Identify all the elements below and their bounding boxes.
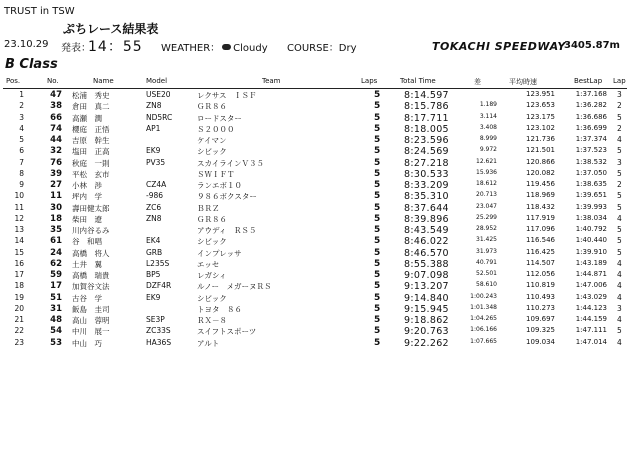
cell-model: ZC6 bbox=[146, 202, 162, 212]
cell-total-time: 9:15.945 bbox=[404, 303, 449, 315]
cell-best-lap-no: 2 bbox=[617, 101, 622, 111]
table-row bbox=[0, 180, 630, 191]
cell-laps: 5 bbox=[374, 315, 381, 325]
cell-best-lap-no: 4 bbox=[617, 281, 622, 291]
cell-avg-speed: 116.546 bbox=[526, 236, 555, 245]
cell-gap: 18.612 bbox=[476, 180, 497, 187]
cell-no: 39 bbox=[50, 168, 62, 179]
cell-team: シビック bbox=[197, 147, 227, 157]
cell-gap: 1:01.348 bbox=[470, 303, 497, 311]
cell-name: 柴田 遼 bbox=[72, 214, 102, 224]
cell-pos: 13 bbox=[14, 225, 24, 234]
cell-avg-speed: 123.951 bbox=[526, 90, 555, 98]
cell-pos: 17 bbox=[14, 270, 24, 279]
cell-laps: 5 bbox=[374, 292, 381, 303]
cell-best-lap: 1:37.168 bbox=[575, 90, 607, 98]
cell-best-lap: 1:37.374 bbox=[575, 135, 607, 143]
table-row bbox=[0, 248, 630, 259]
cell-laps: 5 bbox=[374, 326, 381, 337]
cell-avg-speed: 121.501 bbox=[526, 146, 555, 155]
cell-pos: 3 bbox=[19, 112, 24, 122]
announce-label: 発表： bbox=[61, 43, 91, 54]
cell-team: ロードスター bbox=[197, 113, 242, 123]
cell-best-lap: 1:38.034 bbox=[575, 213, 607, 222]
cell-best-lap: 1:36.699 bbox=[575, 123, 607, 132]
cell-laps: 5 bbox=[374, 337, 381, 348]
cell-no: 53 bbox=[50, 337, 62, 348]
cell-total-time: 8:14.597 bbox=[404, 90, 449, 101]
cell-pos: 19 bbox=[14, 292, 24, 302]
table-header bbox=[0, 77, 630, 87]
cell-best-lap: 1:38.635 bbox=[575, 180, 607, 188]
cell-laps: 5 bbox=[374, 247, 381, 258]
cell-gap: 1:04.265 bbox=[470, 315, 497, 322]
cell-best-lap: 1:38.532 bbox=[575, 157, 607, 166]
cell-team: アルト bbox=[197, 338, 220, 348]
cell-name: 松浦 秀史 bbox=[72, 91, 110, 100]
cell-pos: 23 bbox=[14, 337, 24, 347]
cell-total-time: 8:17.711 bbox=[404, 112, 449, 124]
cell-avg-speed: 118.432 bbox=[526, 202, 555, 211]
table-row bbox=[0, 191, 630, 202]
cell-model: ZN8 bbox=[146, 101, 162, 111]
cell-model: HA36S bbox=[146, 337, 172, 347]
organizer-label: TRUST in TSW bbox=[4, 6, 75, 17]
cell-name: 櫻庭 正悟 bbox=[72, 124, 110, 134]
cell-laps: 5 bbox=[374, 191, 381, 202]
cell-best-lap: 1:44.123 bbox=[575, 303, 607, 312]
cell-laps: 5 bbox=[374, 123, 381, 134]
cell-total-time: 9:13.207 bbox=[404, 281, 449, 293]
cell-name: 土井 翼 bbox=[72, 259, 102, 269]
cell-gap: 1:00.243 bbox=[470, 292, 497, 300]
cell-total-time: 8:39.896 bbox=[404, 213, 449, 225]
cell-avg-speed: 117.919 bbox=[526, 213, 555, 222]
cell-model: EK4 bbox=[146, 236, 161, 246]
cell-total-time: 8:55.388 bbox=[404, 258, 449, 270]
cell-name: 高瀬 潤 bbox=[72, 113, 102, 123]
cell-best-lap-no: 5 bbox=[617, 225, 622, 234]
cell-best-lap-no: 3 bbox=[617, 303, 622, 313]
table-row bbox=[0, 101, 630, 112]
cell-gap: 1.189 bbox=[479, 101, 497, 109]
cell-best-lap: 1:43.029 bbox=[575, 292, 607, 301]
cell-name: 加賀谷文法 bbox=[72, 282, 110, 292]
cell-name: 中山 巧 bbox=[72, 338, 102, 348]
cell-team: レガシィ bbox=[197, 271, 227, 280]
cell-best-lap-no: 4 bbox=[617, 292, 622, 302]
cell-model: EK9 bbox=[146, 292, 161, 302]
cell-avg-speed: 119.456 bbox=[526, 180, 555, 188]
course-info bbox=[287, 39, 357, 54]
cell-no: 38 bbox=[50, 101, 62, 112]
table-row bbox=[0, 90, 630, 101]
cell-total-time: 8:15.786 bbox=[404, 101, 449, 113]
cell-name: 高橋 将人 bbox=[72, 248, 110, 258]
cell-best-lap-no: 3 bbox=[617, 157, 622, 167]
cell-best-lap-no: 4 bbox=[617, 258, 622, 268]
cell-team: ＢＲＺ bbox=[197, 203, 220, 213]
cell-model: GRB bbox=[146, 247, 163, 257]
cell-best-lap-no: 4 bbox=[617, 213, 622, 223]
table-row bbox=[0, 315, 630, 326]
cell-no: 35 bbox=[50, 225, 62, 235]
table-row bbox=[0, 326, 630, 337]
cell-avg-speed: 109.325 bbox=[526, 326, 555, 335]
cell-team: ＳＷＩＦＴ bbox=[197, 169, 235, 179]
cell-team: ケイマン bbox=[197, 136, 227, 145]
cell-best-lap: 1:40.792 bbox=[575, 225, 607, 233]
cell-laps: 5 bbox=[374, 157, 381, 168]
cell-team: ＧＲ８６ bbox=[197, 102, 227, 112]
cell-best-lap: 1:37.523 bbox=[575, 146, 607, 155]
cell-avg-speed: 123.102 bbox=[526, 123, 555, 132]
table-row bbox=[0, 203, 630, 214]
cell-no: 11 bbox=[50, 191, 62, 202]
table-row bbox=[0, 304, 630, 315]
cell-laps: 5 bbox=[374, 135, 381, 145]
weather-info bbox=[161, 39, 268, 54]
cell-no: 59 bbox=[50, 270, 62, 280]
cell-laps: 5 bbox=[374, 270, 381, 280]
cell-team: ＲＸ－８ bbox=[197, 316, 227, 325]
cell-name: 中川 展一 bbox=[72, 327, 110, 337]
cell-best-lap-no: 4 bbox=[617, 270, 622, 279]
cell-best-lap: 1:39.910 bbox=[575, 247, 607, 256]
course-value: Dry bbox=[338, 43, 357, 54]
table-row bbox=[0, 124, 630, 135]
cell-no: 24 bbox=[50, 247, 62, 258]
cell-avg-speed: 109.034 bbox=[526, 337, 555, 346]
course-label: COURSE： bbox=[287, 43, 339, 54]
cell-best-lap-no: 5 bbox=[617, 247, 622, 257]
cell-pos: 8 bbox=[19, 168, 24, 178]
table-row bbox=[0, 338, 630, 349]
cell-best-lap-no: 4 bbox=[617, 315, 622, 324]
cell-team: エッセ bbox=[197, 259, 220, 269]
cell-no: 17 bbox=[50, 281, 62, 292]
cell-model: SE3P bbox=[146, 315, 165, 324]
cell-laps: 5 bbox=[374, 225, 381, 235]
cell-model: L235S bbox=[146, 258, 170, 268]
cell-best-lap-no: 2 bbox=[617, 180, 622, 189]
cell-model: PV35 bbox=[146, 157, 166, 167]
cell-name: 吉原 幹生 bbox=[72, 136, 110, 145]
cell-total-time: 8:27.218 bbox=[404, 157, 449, 169]
cell-gap: 15.936 bbox=[476, 168, 497, 176]
cell-avg-speed: 120.082 bbox=[526, 168, 555, 177]
cell-gap: 3.408 bbox=[479, 123, 497, 131]
col-speed: 平均時速 bbox=[509, 78, 537, 86]
cell-pos: 21 bbox=[14, 315, 24, 324]
cell-name: 飯島 圭司 bbox=[72, 304, 110, 314]
cell-team: シビック bbox=[197, 237, 227, 247]
cell-best-lap-no: 3 bbox=[617, 90, 622, 99]
cell-team: ランエボ１０ bbox=[197, 181, 242, 190]
table-row bbox=[0, 270, 630, 281]
page-title: ぷちレース結果表 bbox=[63, 22, 159, 36]
cell-team: ９８６ボクスター bbox=[197, 192, 257, 202]
cell-laps: 5 bbox=[374, 180, 381, 190]
cell-model: -986 bbox=[146, 191, 164, 201]
col-team: Team bbox=[262, 77, 281, 85]
cell-total-time: 8:33.209 bbox=[404, 180, 449, 191]
cell-name: 倉田 真二 bbox=[72, 102, 110, 112]
cell-best-lap-no: 5 bbox=[617, 202, 622, 212]
weather-label: WEATHER： bbox=[161, 43, 221, 54]
cell-pos: 15 bbox=[14, 247, 24, 257]
col-lap: Lap bbox=[613, 77, 626, 85]
cell-team: Ｓ２０００ bbox=[197, 124, 235, 134]
cell-avg-speed: 116.425 bbox=[526, 247, 555, 256]
cell-gap: 31.425 bbox=[476, 236, 497, 244]
cell-total-time: 8:46.570 bbox=[404, 247, 449, 259]
cell-no: 51 bbox=[50, 292, 62, 303]
cell-pos: 1 bbox=[19, 90, 24, 99]
cell-model: USE20 bbox=[146, 90, 171, 99]
cell-name: 川内谷るみ bbox=[72, 226, 110, 235]
cell-total-time: 8:46.022 bbox=[404, 236, 449, 248]
cell-team: ＧＲ８６ bbox=[197, 214, 227, 224]
cell-laps: 5 bbox=[374, 202, 381, 213]
cell-no: 74 bbox=[50, 123, 62, 134]
cell-avg-speed: 109.697 bbox=[526, 315, 555, 323]
cell-gap: 12.621 bbox=[476, 157, 497, 165]
cell-gap: 25.299 bbox=[476, 213, 497, 221]
table-row bbox=[0, 225, 630, 236]
venue-name: TOKACHI SPEEDWAY bbox=[432, 40, 566, 53]
cell-best-lap: 1:39.651 bbox=[575, 191, 607, 200]
cell-best-lap: 1:44.159 bbox=[575, 315, 607, 323]
cell-gap: 3.114 bbox=[479, 112, 497, 120]
cell-best-lap: 1:40.440 bbox=[575, 236, 607, 245]
announce-time: 14：55 bbox=[88, 39, 143, 55]
cell-avg-speed: 110.273 bbox=[526, 303, 555, 312]
table-row bbox=[0, 146, 630, 157]
cell-no: 66 bbox=[50, 112, 62, 123]
cell-pos: 7 bbox=[19, 157, 24, 167]
cell-best-lap: 1:47.006 bbox=[575, 281, 607, 290]
cell-name: 壽田健太郎 bbox=[72, 203, 110, 213]
cell-team: レクサス ＩＳＦ bbox=[197, 91, 257, 100]
cell-gap: 40.791 bbox=[476, 258, 497, 266]
col-model: Model bbox=[146, 77, 168, 85]
cell-team: シビック bbox=[197, 293, 227, 303]
cell-best-lap-no: 2 bbox=[617, 123, 622, 133]
cell-avg-speed: 110.819 bbox=[526, 281, 555, 290]
cell-laps: 5 bbox=[374, 112, 381, 123]
cell-laps: 5 bbox=[374, 168, 381, 179]
cell-no: 47 bbox=[50, 90, 62, 100]
cell-avg-speed: 110.493 bbox=[526, 292, 555, 301]
col-best: BestLap bbox=[574, 77, 603, 85]
cell-laps: 5 bbox=[374, 236, 381, 247]
col-pos: Pos. bbox=[6, 77, 21, 85]
cell-pos: 16 bbox=[14, 258, 24, 268]
cell-avg-speed: 121.736 bbox=[526, 135, 555, 143]
cell-pos: 22 bbox=[14, 326, 24, 336]
cell-model: DZF4R bbox=[146, 281, 172, 291]
cell-gap: 20.713 bbox=[476, 191, 497, 199]
cell-best-lap-no: 5 bbox=[617, 326, 622, 336]
cell-team: ルノー メガーヌＲＳ bbox=[197, 282, 272, 292]
cell-no: 30 bbox=[50, 202, 62, 213]
table-row bbox=[0, 236, 630, 247]
cell-total-time: 8:35.310 bbox=[404, 191, 449, 203]
cell-model: ND5RC bbox=[146, 112, 173, 122]
cell-team: スカイラインＶ３５ bbox=[197, 158, 265, 168]
cell-name: 小林 渉 bbox=[72, 181, 102, 190]
cell-total-time: 8:18.005 bbox=[404, 123, 449, 135]
cell-best-lap-no: 5 bbox=[617, 146, 622, 156]
cell-pos: 10 bbox=[14, 191, 24, 201]
cell-no: 31 bbox=[50, 303, 62, 314]
cell-pos: 18 bbox=[14, 281, 24, 291]
cell-best-lap: 1:37.050 bbox=[575, 168, 607, 177]
class-title: B Class bbox=[5, 57, 58, 72]
cell-best-lap-no: 5 bbox=[617, 168, 622, 178]
venue-length: 3405.87m bbox=[564, 40, 620, 51]
col-name: Name bbox=[93, 77, 114, 85]
cell-gap: 9.972 bbox=[479, 146, 497, 154]
cell-avg-speed: 117.096 bbox=[526, 225, 555, 233]
table-row bbox=[0, 158, 630, 169]
cell-gap: 28.952 bbox=[476, 225, 497, 232]
table-row bbox=[0, 281, 630, 292]
cell-best-lap: 1:47.111 bbox=[575, 326, 607, 335]
cell-best-lap: 1:44.871 bbox=[575, 270, 607, 278]
cell-gap: 8.999 bbox=[479, 135, 497, 142]
table-row bbox=[0, 113, 630, 124]
cell-name: 古谷 学 bbox=[72, 293, 102, 303]
cell-name: 塩田 正高 bbox=[72, 147, 110, 157]
cell-best-lap: 1:36.282 bbox=[575, 101, 607, 110]
cell-model: ZC33S bbox=[146, 326, 171, 336]
cell-model: AP1 bbox=[146, 123, 161, 133]
cell-total-time: 9:07.098 bbox=[404, 270, 449, 281]
cell-gap: 23.047 bbox=[476, 202, 497, 210]
cell-best-lap-no: 5 bbox=[617, 236, 622, 246]
col-no: No. bbox=[47, 77, 59, 85]
cell-best-lap: 1:39.993 bbox=[575, 202, 607, 211]
cell-best-lap: 1:43.189 bbox=[575, 258, 607, 267]
cell-avg-speed: 112.056 bbox=[526, 270, 555, 278]
cell-gap: 52.501 bbox=[476, 270, 497, 277]
cell-team: インプレッサ bbox=[197, 248, 242, 258]
cell-no: 62 bbox=[50, 258, 62, 269]
cell-avg-speed: 123.175 bbox=[526, 112, 555, 121]
cell-laps: 5 bbox=[374, 213, 381, 224]
cell-total-time: 8:23.596 bbox=[404, 135, 449, 146]
race-date: 23.10.29 bbox=[4, 39, 49, 50]
cell-laps: 5 bbox=[374, 90, 381, 100]
table-row bbox=[0, 293, 630, 304]
cell-avg-speed: 118.969 bbox=[526, 191, 555, 200]
cell-laps: 5 bbox=[374, 101, 381, 112]
cell-best-lap-no: 4 bbox=[617, 135, 622, 144]
cell-laps: 5 bbox=[374, 281, 381, 292]
cell-no: 48 bbox=[50, 315, 62, 325]
cell-pos: 20 bbox=[14, 303, 24, 313]
cell-best-lap-no: 5 bbox=[617, 191, 622, 201]
cell-no: 44 bbox=[50, 135, 62, 145]
cell-model: BP5 bbox=[146, 270, 161, 279]
cell-laps: 5 bbox=[374, 303, 381, 314]
cell-total-time: 9:22.262 bbox=[404, 337, 449, 349]
cloud-icon bbox=[222, 44, 231, 50]
cell-pos: 4 bbox=[19, 123, 24, 133]
cell-team: トヨタ ８６ bbox=[197, 304, 242, 314]
cell-pos: 2 bbox=[19, 101, 24, 111]
cell-total-time: 8:30.533 bbox=[404, 168, 449, 180]
weather-value: Cloudy bbox=[233, 43, 268, 54]
table-row bbox=[0, 214, 630, 225]
cell-best-lap-no: 4 bbox=[617, 337, 622, 347]
cell-avg-speed: 123.653 bbox=[526, 101, 555, 110]
header-divider bbox=[3, 88, 627, 89]
cell-no: 27 bbox=[50, 180, 62, 190]
cell-total-time: 8:43.549 bbox=[404, 225, 449, 236]
cell-total-time: 8:24.569 bbox=[404, 146, 449, 158]
cell-model: EK9 bbox=[146, 146, 161, 156]
col-laps: Laps bbox=[361, 77, 378, 85]
table-row bbox=[0, 169, 630, 180]
cell-team: スイフトスポーツ bbox=[197, 327, 257, 337]
cell-no: 32 bbox=[50, 146, 62, 157]
cell-avg-speed: 120.866 bbox=[526, 157, 555, 166]
table-row bbox=[0, 259, 630, 270]
cell-name: 高橋 瑞貴 bbox=[72, 271, 110, 280]
cell-best-lap: 1:36.686 bbox=[575, 112, 607, 121]
cell-gap: 1:06.166 bbox=[470, 326, 497, 334]
cell-pos: 5 bbox=[19, 135, 24, 144]
cell-gap: 58.610 bbox=[476, 281, 497, 289]
cell-pos: 6 bbox=[19, 146, 24, 156]
cell-model: CZ4A bbox=[146, 180, 167, 189]
cell-pos: 14 bbox=[14, 236, 24, 246]
cell-pos: 11 bbox=[14, 202, 24, 212]
cell-pos: 9 bbox=[19, 180, 24, 189]
cell-name: 平松 玄市 bbox=[72, 169, 110, 179]
cell-name: 坪内 学 bbox=[72, 192, 102, 202]
cell-no: 76 bbox=[50, 157, 62, 168]
col-total: Total Time bbox=[400, 77, 436, 85]
cell-laps: 5 bbox=[374, 258, 381, 269]
cell-name: 谷 和唱 bbox=[72, 237, 102, 247]
table-row bbox=[0, 135, 630, 146]
cell-laps: 5 bbox=[374, 146, 381, 157]
cell-best-lap-no: 5 bbox=[617, 112, 622, 122]
cell-gap: 1:07.665 bbox=[470, 337, 497, 345]
cell-gap: 31.973 bbox=[476, 247, 497, 255]
cell-name: 秋庭 一則 bbox=[72, 158, 110, 168]
cell-avg-speed: 114.507 bbox=[526, 258, 555, 267]
cell-total-time: 9:14.840 bbox=[404, 292, 449, 304]
cell-total-time: 9:20.763 bbox=[404, 326, 449, 338]
cell-name: 高山 蓉明 bbox=[72, 316, 110, 325]
cell-total-time: 9:18.862 bbox=[404, 315, 449, 326]
cell-best-lap: 1:47.014 bbox=[575, 337, 607, 346]
col-gap: 差 bbox=[474, 78, 481, 86]
cell-no: 54 bbox=[50, 326, 62, 337]
cell-total-time: 8:37.644 bbox=[404, 202, 449, 214]
cell-model: ZN8 bbox=[146, 213, 162, 223]
cell-team: アウディ ＲＳ５ bbox=[197, 226, 257, 235]
cell-pos: 12 bbox=[14, 213, 24, 223]
cell-no: 18 bbox=[50, 213, 62, 224]
cell-no: 61 bbox=[50, 236, 62, 247]
